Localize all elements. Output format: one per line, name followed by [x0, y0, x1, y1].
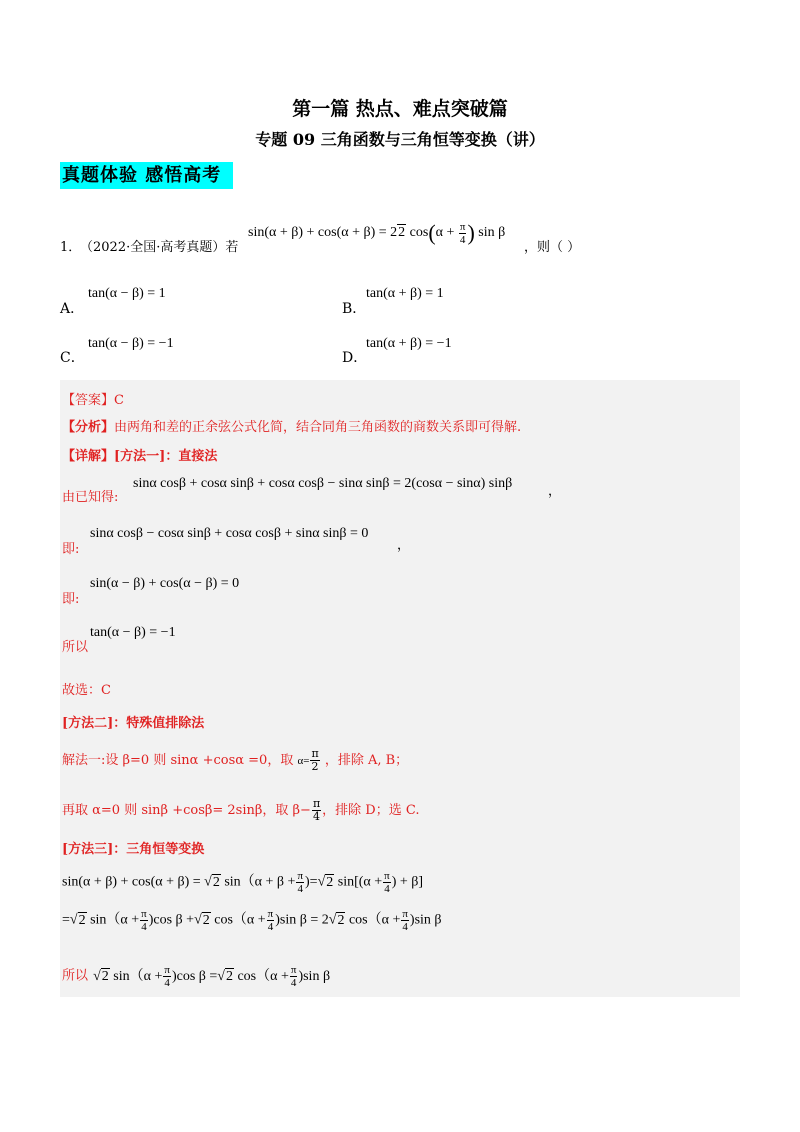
option-a: tan(α − β) = 1 [88, 286, 166, 301]
question-source: （2022·全国·高考真题）若 [80, 240, 239, 255]
method-3-line-3: 所以 √2 sin（α + $\frac{\pi}{4}$ )cos β =√2 cos（α + $\frac{\pi}{4}$ )sin β [62, 964, 331, 989]
detail-heading: 【详解】[方法一]：直接法 [62, 449, 218, 464]
known-label: 由已知得: [62, 490, 119, 505]
question-number: 1． [60, 240, 82, 255]
choose-text: 故选：C [62, 683, 111, 698]
equation-3: sin(α − β) + cos(α − β) = 0 [90, 576, 240, 591]
equation-4: tan(α − β) = −1 [90, 625, 176, 640]
suoyi-label-1: 所以 [62, 640, 89, 655]
option-d: tan(α + β) = −1 [366, 336, 452, 351]
ji-label-1: 即: [62, 542, 80, 557]
solution-box [60, 380, 740, 997]
option-b: tan(α + β) = 1 [366, 286, 444, 301]
section-banner [60, 162, 233, 189]
page-title: 第一篇 热点、难点突破篇 [292, 98, 508, 120]
option-a-label: A． [60, 301, 85, 317]
option-c-label: C． [60, 350, 85, 366]
option-d-label: D． [342, 350, 368, 366]
method-2-line-2: 再取 α=0 则 sinβ +cosβ= 2sinβ，取 β− $\frac{\pi}{4}$ ，排除 D；选 C. [62, 797, 420, 823]
answer-text: 【答案】C [62, 393, 124, 408]
page-subtitle: 专题 09 三角函数与三角恒等变换（讲） [255, 130, 545, 149]
method-2-line-1: 解法一:设 β=0 则 sinα +cosα =0，取 α= $\frac{\pi}{2}$ ，排除 A, B； [62, 747, 409, 773]
method-2-heading: [方法二]：特殊值排除法 [62, 716, 205, 731]
question-then: ，则（ ） [524, 240, 581, 255]
method-3-line-1: sin(α + β) + cos(α + β) = √2 sin（α + β + $\frac{\pi}{4}$ )=√2 sin[(α + $\frac{\pi}{4}$ ) + β] [62, 870, 424, 895]
equation-1: sinα cosβ + cosα sinβ + cosα cosβ − sinα sinβ = 2(cosα − sinα) sinβ [133, 476, 513, 491]
option-c: tan(α − β) = −1 [88, 336, 174, 351]
equation-2: sinα cosβ − cosα sinβ + cosα cosβ + sinα sinβ = 0 [90, 526, 369, 541]
question-condition: sin(α + β) + cos(α + β) = 22 cos(α + $\frac{\pi}{4}$ ) sin β [248, 220, 506, 246]
ji-label-2: 即: [62, 592, 80, 607]
option-b-label: B． [342, 301, 367, 317]
method-3-heading: [方法三]：三角恒等变换 [62, 842, 205, 857]
method-3-line-2: =√2 sin（α + $\frac{\pi}{4}$ )cos β +√2 cos（α + $\frac{\pi}{4}$ )sin β = 2√2 cos（α + $\frac{\pi}{4}$ )sin β [62, 908, 442, 933]
analysis: 【分析】由两角和差的正余弦公式化简，结合同角三角函数的商数关系即可得解. [62, 420, 522, 435]
section-banner-text: 真题体验 感悟高考 [62, 165, 222, 186]
